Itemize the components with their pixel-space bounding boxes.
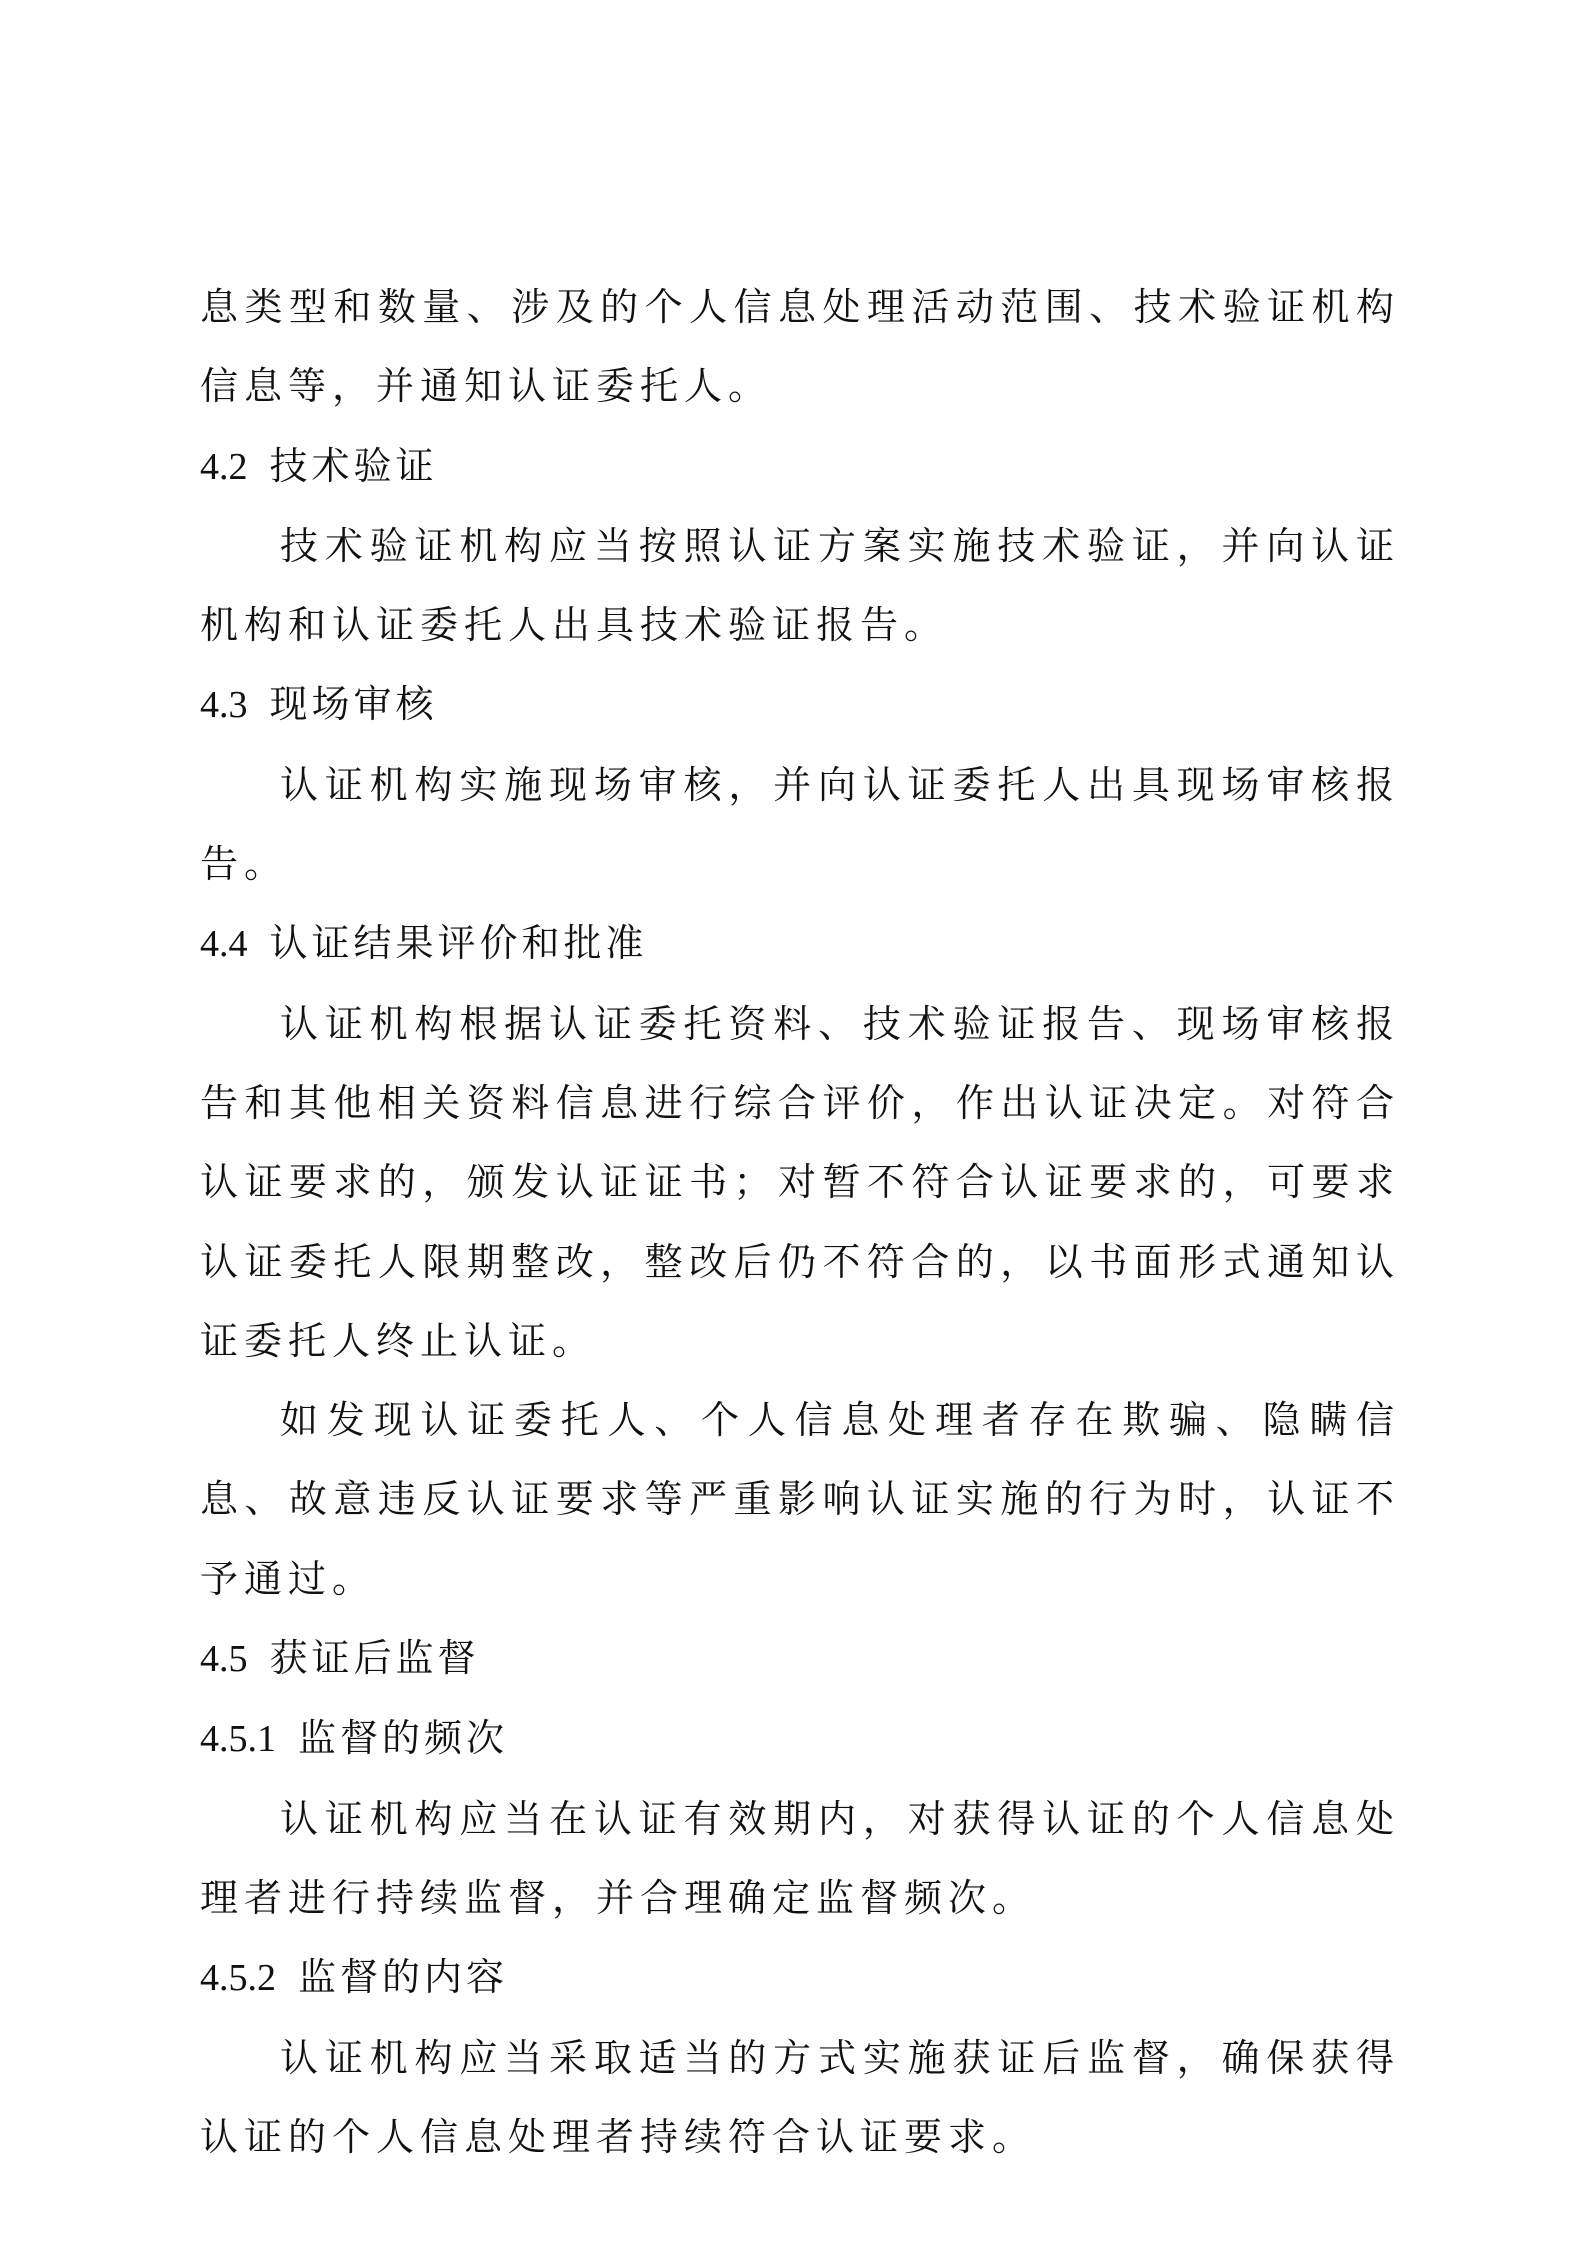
section-number: 4.5.1 [200,1718,276,1761]
section-number: 4.5.2 [200,1957,276,2000]
document-body [200,268,1400,2177]
paragraph: 认证机构根据认证委托资料、技术验证报告、现场审核报告和其他相关资料信息进行综合评价，作出认证决定。对符合认证要求的，颁发认证证书；对暂不符合认证要求的，可要求认证委托人限期整改，整改后仍不符合的，以书面形式通知认证委托人终止认证。 [200,1001,1400,1363]
section-heading-4-5 [200,1619,1400,1699]
section-title: 监督的频次 [298,1716,509,1761]
section-number: 4.2 [200,445,248,488]
section-number: 4.4 [200,923,248,966]
paragraph: 认证机构实施现场审核，并向认证委托人出具现场审核报告。 [200,762,1400,887]
paragraph: 如发现认证委托人、个人信息处理者存在欺骗、隐瞒信息、故意违反认证要求等严重影响认证实施的行为时，认证不予通过。 [200,1398,1400,1601]
paragraph: 认证机构应当采取适当的方式实施获证后监督，确保获得认证的个人信息处理者持续符合认证要求。 [200,2035,1400,2159]
section-title: 现场审核 [269,682,438,727]
section-heading-4-5-1 [200,1699,1400,1779]
section-number: 4.3 [200,684,248,727]
section-heading-4-5-2 [200,1938,1400,2018]
paragraph: 技术验证机构应当按照认证方案实施技术验证，并向认证机构和认证委托人出具技术验证报告。 [200,523,1400,648]
section-number: 4.5 [200,1638,248,1681]
paragraph-continued: 息类型和数量、涉及的个人信息处理活动范围、技术验证机构信息等，并通知认证委托人。 [200,285,1400,409]
section-heading-4-4 [200,904,1400,984]
section-title: 监督的内容 [298,1955,509,2000]
section-title: 技术验证 [269,443,438,488]
section-title: 认证结果评价和批准 [269,921,648,966]
section-heading-4-2 [200,427,1400,507]
paragraph: 认证机构应当在认证有效期内，对获得认证的个人信息处理者进行持续监督，并合理确定监督频次。 [200,1796,1400,1920]
section-title: 获证后监督 [269,1636,480,1681]
section-heading-4-3 [200,665,1400,745]
